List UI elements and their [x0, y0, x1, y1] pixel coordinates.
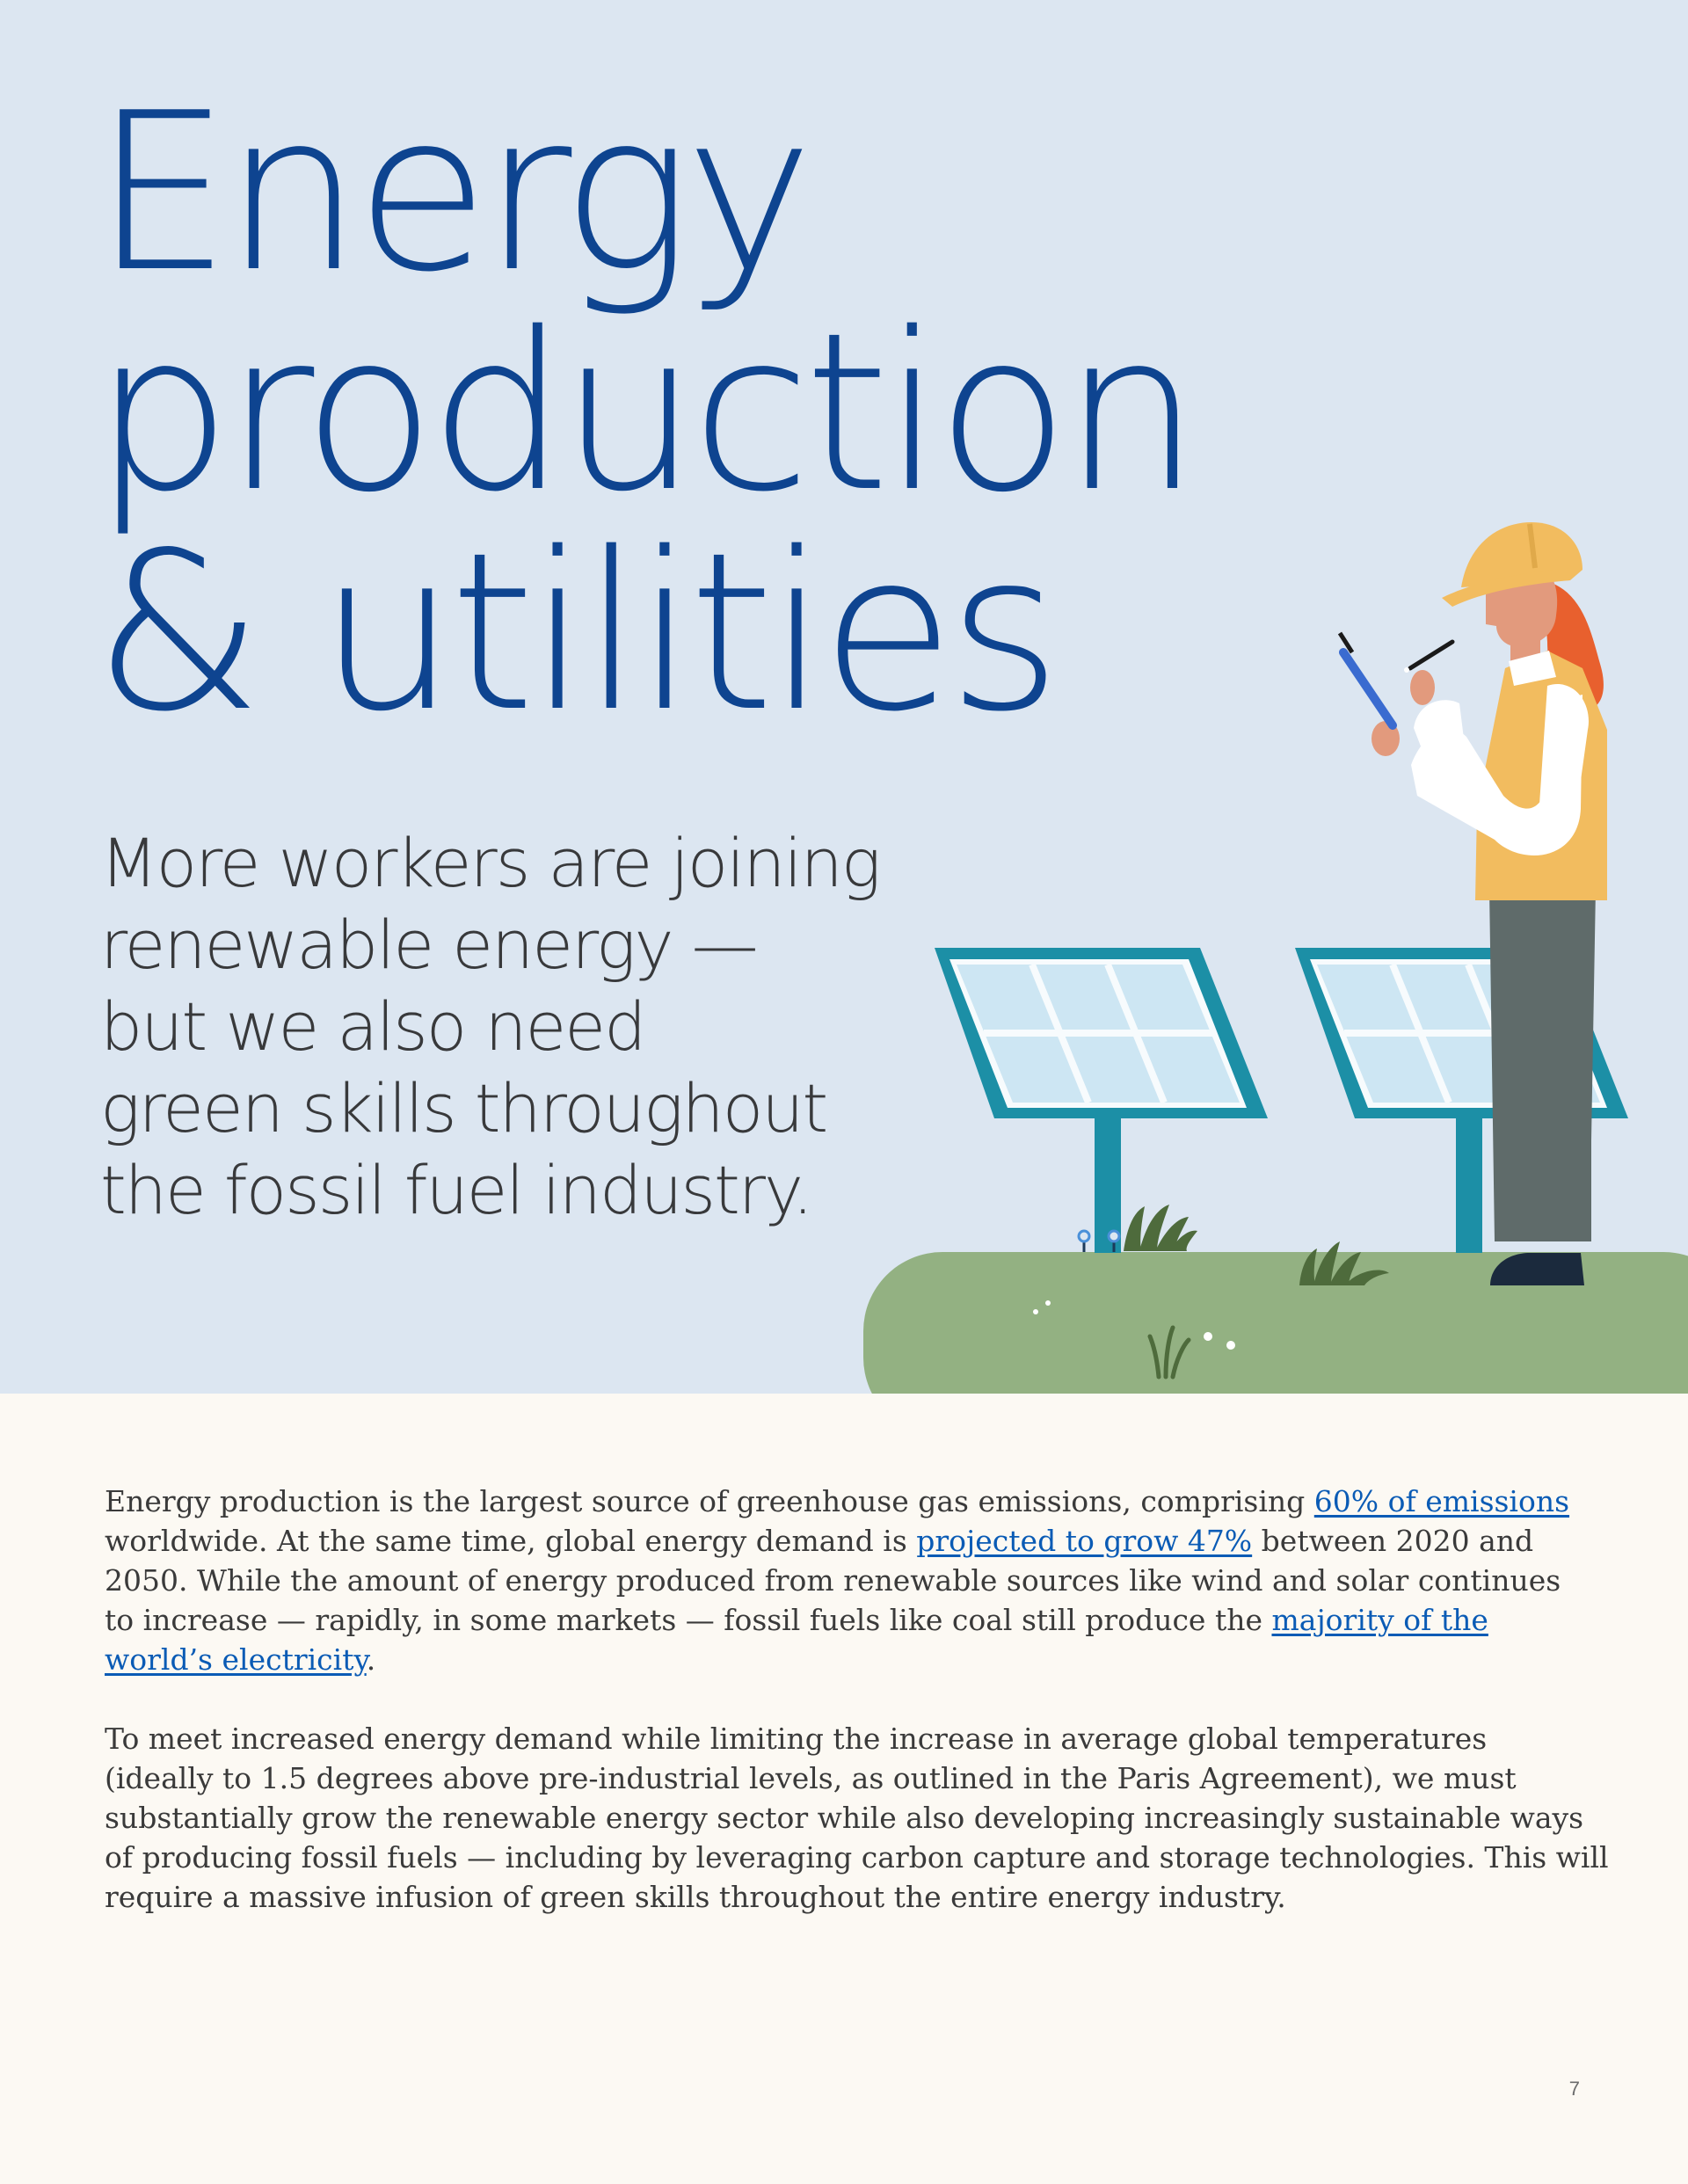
grass-tuft-icon: [1124, 1205, 1197, 1251]
body-line: [105, 1521, 1599, 1561]
body-line: 2050. While the amount of energy produced from renewable sources like wind and solar continues: [105, 1563, 1561, 1598]
body-paragraph: [105, 1481, 1599, 1679]
body-text-span: worldwide. At the same time, global energy demand is: [105, 1524, 917, 1558]
solar-panel-icon: [935, 948, 1268, 1253]
pen-icon: [1404, 642, 1452, 673]
title-line: Energy: [93, 67, 807, 320]
body-line: [105, 1481, 1599, 1521]
body-line: substantially grow the renewable energy sector while also developing increasingly sustainable ways: [105, 1801, 1584, 1835]
body-line: [105, 1600, 1599, 1640]
subtitle-line: green skills throughout: [100, 1069, 827, 1147]
title-line: & utilities: [93, 506, 1055, 760]
subtitle-line: renewable energy —: [100, 906, 757, 984]
link-worlds-electricity[interactable]: world’s electricity: [105, 1642, 367, 1677]
subtitle-line: the fossil fuel industry.: [100, 1151, 812, 1229]
page-number: 7: [1568, 2078, 1580, 2100]
title-line: production: [93, 287, 1194, 540]
clipboard-icon: [1340, 633, 1393, 725]
body-paragraph: [105, 1719, 1609, 1917]
subtitle-line: More workers are joining: [100, 824, 880, 902]
link-60-percent-emissions[interactable]: 60% of emissions: [1313, 1484, 1570, 1518]
body-text: [105, 1481, 1609, 1917]
body-line: require a massive infusion of green skills throughout the entire energy industry.: [105, 1880, 1286, 1914]
subtitle-line: but we also need: [100, 987, 645, 1066]
body-text-span: Energy production is the largest source of greenhouse gas emissions, comprising: [105, 1484, 1314, 1518]
body-text-span: .: [366, 1642, 376, 1677]
link-majority-of-electricity[interactable]: majority of the: [1271, 1603, 1488, 1637]
body-line: [105, 1640, 1599, 1679]
body-text-span: to increase — rapidly, in some markets — fossil fuels like coal still produce the: [105, 1603, 1272, 1637]
body-text-span: between 2020 and: [1252, 1524, 1534, 1558]
link-projected-to-grow[interactable]: projected to grow 47%: [916, 1524, 1253, 1558]
body-line: of producing fossil fuels — including by leveraging carbon capture and storage technologies. This will: [105, 1840, 1609, 1875]
body-line: (ideally to 1.5 degrees above pre-industrial levels, as outlined in the Paris Agreement), we must: [105, 1761, 1517, 1795]
body-line: To meet increased energy demand while limiting the increase in average global temperatures: [105, 1722, 1488, 1756]
